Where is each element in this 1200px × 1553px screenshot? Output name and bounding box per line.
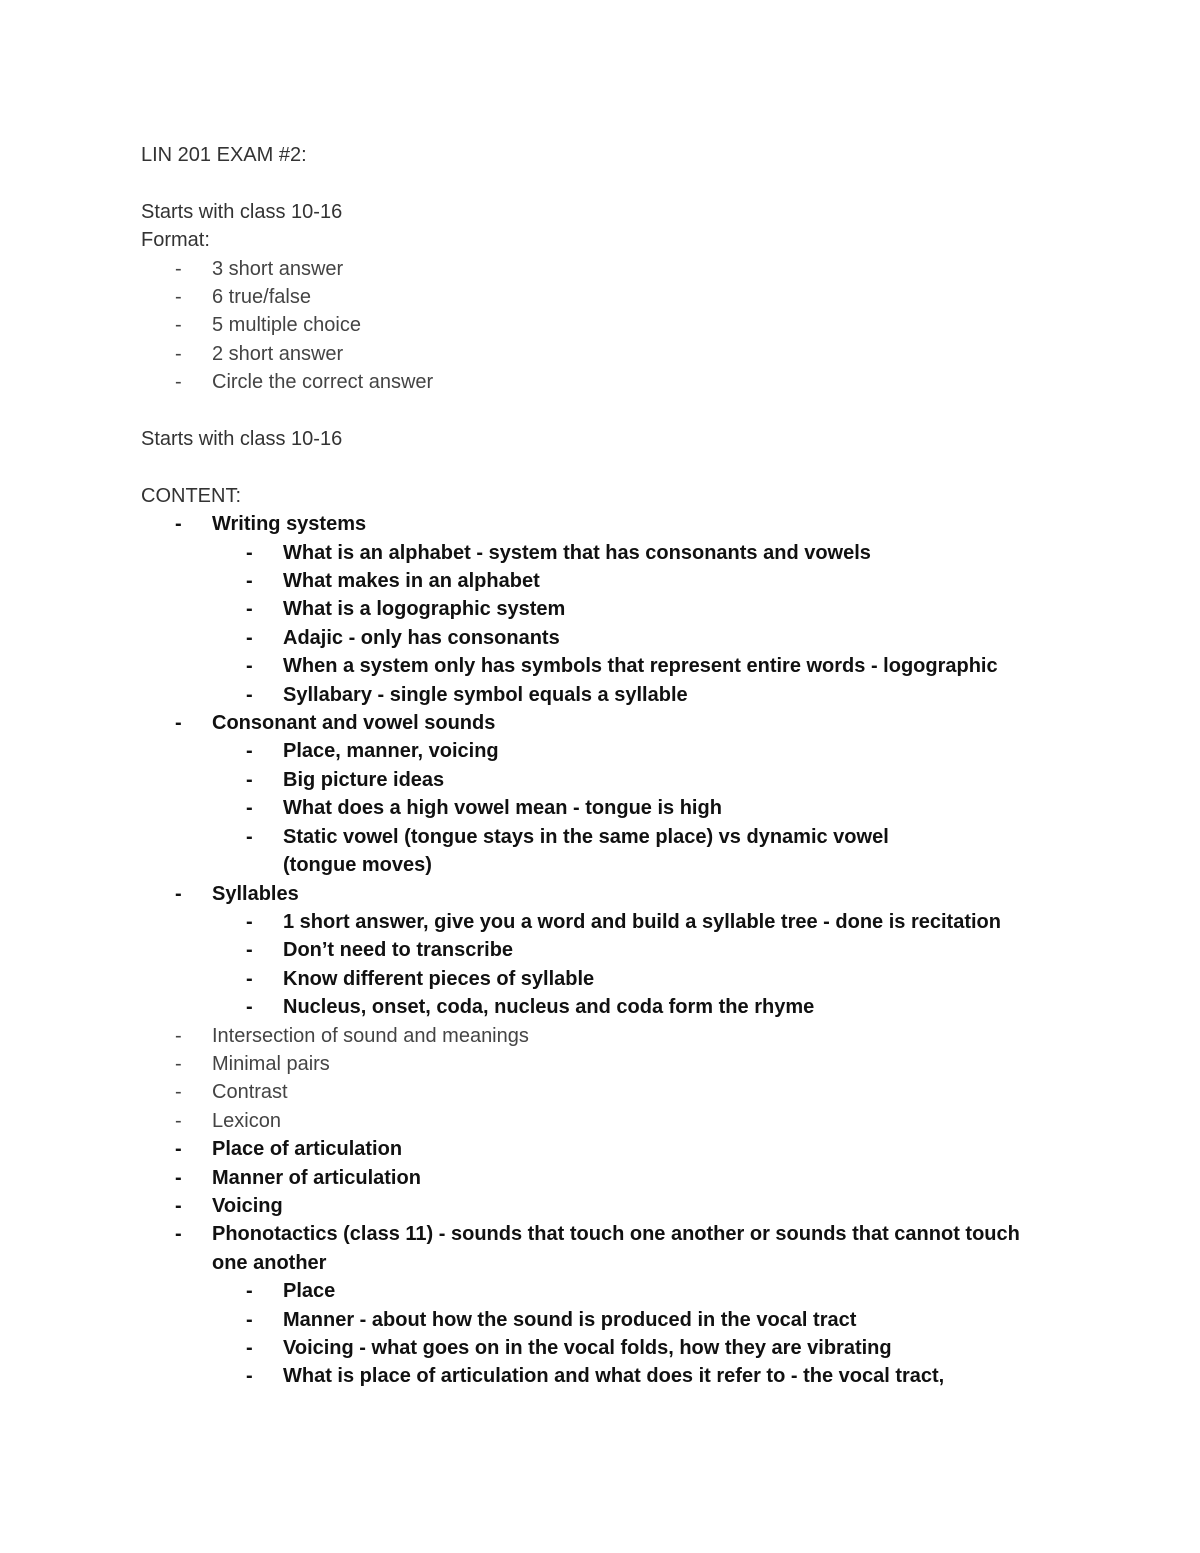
subitem: - 1 short answer, give you a word and build a syllable tree - done is recitation	[212, 908, 1101, 936]
repeat-line: Starts with class 10-16	[141, 428, 343, 451]
bullet-dash: -	[246, 1337, 253, 1360]
subitem: - Don’t need to transcribe	[212, 936, 1101, 964]
bullet-dash: -	[246, 1365, 253, 1388]
subitem: - Voicing - what goes on in the vocal folds, how they are vibrating	[212, 1334, 1101, 1362]
intro-line: Starts with class 10-16	[141, 200, 343, 223]
subitem: - Know different pieces of syllable	[212, 965, 1101, 993]
topic-lexicon: - Lexicon	[141, 1107, 1101, 1135]
bullet-dash: -	[175, 1223, 182, 1246]
subitem: - Nucleus, onset, coda, nucleus and coda form the rhyme	[212, 993, 1101, 1021]
topic-label: Consonant and vowel sounds	[212, 712, 496, 735]
bullet-dash: -	[246, 967, 253, 990]
topic-syllables	[141, 880, 1101, 1022]
bullet-dash: -	[246, 740, 253, 763]
format-label: Format:	[141, 229, 210, 252]
bullet-dash: -	[175, 1109, 182, 1132]
document-title: LIN 201 EXAM #2:	[141, 144, 307, 166]
bullet-dash: -	[246, 939, 253, 962]
topic-intersection: - Intersection of sound and meanings	[141, 1022, 1101, 1050]
topic-label: Phonotactics (class 11) - sounds that touch one another or sounds that cannot touch one another	[212, 1223, 1020, 1274]
subitem: - Place, manner, voicing	[212, 737, 1101, 765]
spacer	[141, 169, 1101, 197]
subitem: - What is place of articulation and what does it refer to - the vocal tract,	[212, 1362, 1101, 1390]
format-item: - 3 short answer	[141, 255, 1101, 283]
topic-label: Syllables	[212, 882, 299, 905]
bullet-dash: -	[175, 257, 182, 280]
bullet-dash: -	[175, 882, 182, 905]
topic-label: Writing systems	[212, 513, 367, 536]
bullet-dash: -	[175, 712, 182, 735]
bullet-dash: -	[246, 655, 253, 678]
subitem: - What is an alphabet - system that has consonants and vowels	[212, 539, 1101, 567]
content-list	[141, 510, 1101, 1391]
format-item: - Circle the correct answer	[141, 368, 1101, 396]
bullet-dash: -	[246, 683, 253, 706]
topic-writing-systems	[141, 510, 1101, 709]
bullet-dash: -	[175, 1194, 182, 1217]
bullet-dash: -	[246, 825, 253, 848]
topic-minimal-pairs: - Minimal pairs	[141, 1050, 1101, 1078]
bullet-dash: -	[175, 286, 182, 309]
bullet-dash: -	[246, 541, 253, 564]
bullet-dash: -	[246, 797, 253, 820]
spacer	[141, 453, 1101, 481]
bullet-dash: -	[175, 314, 182, 337]
bullet-dash: -	[246, 1308, 253, 1331]
subitem: - Static vowel (tongue stays in the same place) vs dynamic vowel (tongue moves)	[212, 823, 1101, 880]
subitem: - What is a logographic system	[212, 595, 1101, 623]
topic-consonant-vowel-sounds	[141, 709, 1101, 879]
subitem: - Place	[212, 1277, 1101, 1305]
sounds-subitems	[212, 737, 1101, 879]
bullet-dash: -	[246, 1280, 253, 1303]
subitem: - Manner - about how the sound is produced in the vocal tract	[212, 1306, 1101, 1334]
bullet-dash: -	[246, 626, 253, 649]
format-item: - 2 short answer	[141, 340, 1101, 368]
subitem: - What does a high vowel mean - tongue is high	[212, 794, 1101, 822]
bullet-dash: -	[175, 342, 182, 365]
format-list	[141, 255, 1101, 397]
format-item: - 6 true/false	[141, 283, 1101, 311]
bullet-dash: -	[175, 1081, 182, 1104]
bullet-dash: -	[175, 1052, 182, 1075]
bullet-dash: -	[175, 513, 182, 536]
bullet-dash: -	[175, 1166, 182, 1189]
document-page	[141, 141, 1101, 1391]
writing-subitems	[212, 539, 1101, 709]
bullet-dash: -	[175, 1138, 182, 1161]
bullet-dash: -	[175, 371, 182, 394]
content-label: CONTENT:	[141, 484, 241, 507]
bullet-dash: -	[175, 1024, 182, 1047]
topic-place-of-articulation: - Place of articulation	[141, 1135, 1101, 1163]
bullet-dash: -	[246, 910, 253, 933]
phonotactics-subitems	[212, 1277, 1101, 1391]
topic-voicing: - Voicing	[141, 1192, 1101, 1220]
bullet-dash: -	[246, 996, 253, 1019]
subitem: - What makes in an alphabet	[212, 567, 1101, 595]
spacer	[141, 397, 1101, 425]
format-item: - 5 multiple choice	[141, 311, 1101, 339]
bullet-dash: -	[246, 570, 253, 593]
topic-manner-of-articulation: - Manner of articulation	[141, 1164, 1101, 1192]
bullet-dash: -	[246, 598, 253, 621]
topic-contrast: - Contrast	[141, 1078, 1101, 1106]
subitem: - When a system only has symbols that represent entire words - logographic	[212, 652, 1101, 680]
syllables-subitems	[212, 908, 1101, 1022]
bullet-dash: -	[246, 768, 253, 791]
subitem: - Big picture ideas	[212, 766, 1101, 794]
topic-phonotactics	[141, 1220, 1101, 1390]
subitem: - Syllabary - single symbol equals a syllable	[212, 681, 1101, 709]
subitem: - Adajic - only has consonants	[212, 624, 1101, 652]
